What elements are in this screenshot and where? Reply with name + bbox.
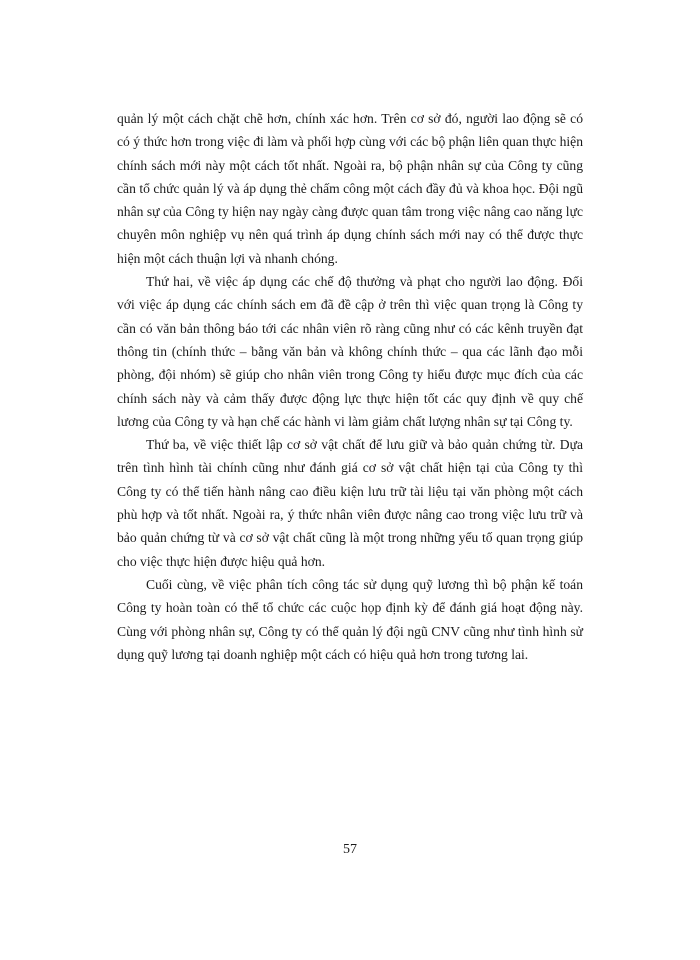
paragraph-third-point: Thứ ba, về việc thiết lập cơ sở vật chất để lưu giữ và bảo quản chứng từ. Dựa trên tình hình tài chính cũng như đánh giá cơ sở vật chất hiện tại của Công ty thì Công ty có thể tiến hành nâng cao điều kiện lưu trữ tài liệu tại văn phòng một cách phù hợp và tốt nhất. Ngoài ra, ý thức nhân viên được nâng cao trong việc lưu trữ và bảo quản chứng từ và cơ sở vật chất cũng là một trong những yếu tố quan trọng giúp cho việc thực hiện được hiệu quả hơn. [117,437,583,569]
page-number: 57 [343,842,357,857]
paragraph-final-point: Cuối cùng, về việc phân tích công tác sử dụng quỹ lương thì bộ phận kế toán Công ty hoàn toàn có thể tổ chức các cuộc họp định kỳ để đánh giá hoạt động này. Cùng với phòng nhân sự, Công ty có thể quản lý đội ngũ CNV cũng như tình hình sử dụng quỹ lương tại doanh nghiệp một cách có hiệu quả hơn trong tương lai. [117,576,583,662]
document-body [117,107,583,666]
paragraph-continuation: quản lý một cách chặt chẽ hơn, chính xác hơn. Trên cơ sở đó, người lao động sẽ có có ý thức hơn trong việc đi làm và phối hợp cùng với các bộ phận liên quan thực hiện chính sách mới này một cách tốt nhất. Ngoài ra, bộ phận nhân sự của Công ty cũng cần tổ chức quản lý và áp dụng thẻ chấm công một cách đầy đủ và khoa học. Đội ngũ nhân sự của Công ty hiện nay ngày càng được quan tâm trong việc nâng cao năng lực chuyên môn nghiệp vụ nên quá trình áp dụng chính sách mới nay có thể được thực hiện một cách thuận lợi và nhanh chóng. [117,111,583,266]
paragraph-second-point: Thứ hai, về việc áp dụng các chế độ thưởng và phạt cho người lao động. Đối với việc áp dụng các chính sách em đã đề cập ở trên thì việc quan trọng là Công ty cần có văn bản thông báo tới các nhân viên rõ ràng cũng như có các kênh truyền đạt thông tin (chính thức – bằng văn bản và không chính thức – qua các lãnh đạo mỗi phòng, đội nhóm) sẽ giúp cho nhân viên trong Công ty hiểu được mục đích của các chính sách này và cảm thấy được động lực thực hiện tốt các quy định về quy chế lương của Công ty và hạn chế các hành vi làm giảm chất lượng nhân sự tại Công ty. [117,274,583,429]
